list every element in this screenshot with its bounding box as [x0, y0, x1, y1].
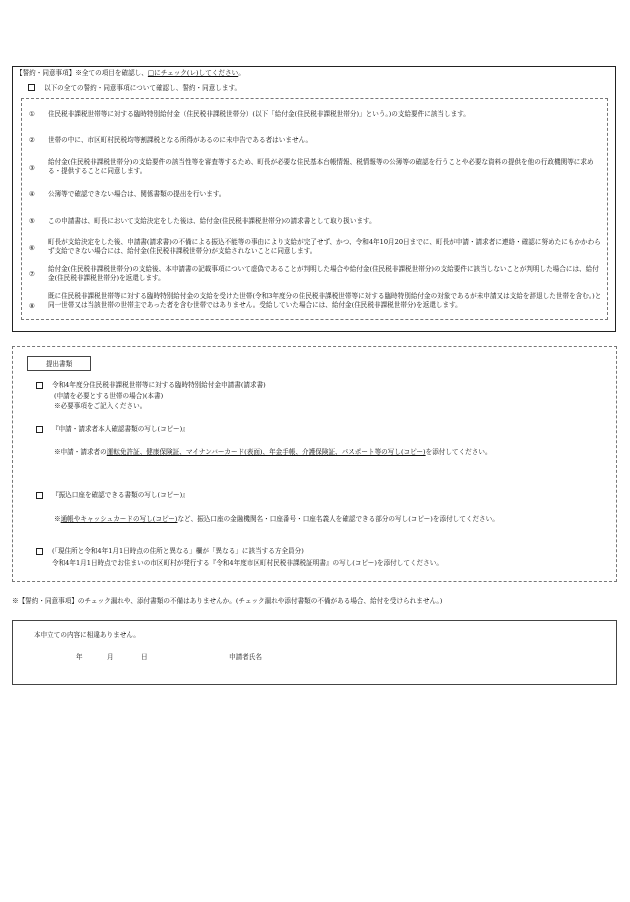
- date-month-label: 月: [107, 653, 114, 661]
- agreement-items-box: [21, 98, 608, 320]
- doc2-title: 『申請・請求者本人確認書類の写し(コピー)』: [52, 425, 189, 433]
- agreement-header-title: 【誓約・同意事項】: [16, 69, 76, 77]
- doc1-title: 令和4年度分住民税非課税世帯等に対する臨時特別給付金申請書(請求書): [52, 381, 266, 389]
- doc4-checkbox[interactable]: [36, 548, 43, 555]
- doc3-checkbox[interactable]: [36, 492, 43, 499]
- doc4-note: 令和4年1月1日時点でお住まいの市区町村が発行する『令和4年度市区町村民税非課税証明書』の写し(コピー)を添付してください。: [52, 559, 443, 567]
- agree-all-checkbox[interactable]: [28, 84, 35, 91]
- footer-note: ※【誓約・同意事項】のチェック漏れや、添付書類の不備はありませんか。(チェック漏れや添付書類の不備がある場合、給付を受けられません。): [12, 597, 443, 605]
- date-day-label: 日: [141, 653, 148, 661]
- applicant-name-label: 申請者氏名: [229, 653, 262, 661]
- doc2-note: ※申請・請求者の運転免許証、健康保険証、マイナンバーカード(表面)、年金手帳、介護保険証、パスポート等の写し(コピー)を添付してください。: [54, 448, 492, 456]
- doc1-checkbox[interactable]: [36, 382, 43, 389]
- doc1-sub2: ※必要事項をご記入ください。: [54, 402, 147, 410]
- signature-box: [12, 620, 617, 685]
- doc3-note: ※通帳やキャッシュカードの写し(コピー)など、振込口座の金融機関名・口座番号・口座名義人を確認できる部分の写し(コピー)を添付してください。: [54, 515, 499, 523]
- doc4-title: (「現住所と令和4年1月1日時点の住所と異なる」欄が「異なる」に該当する方全員分): [52, 547, 304, 555]
- agree-all-label: 以下の全ての誓約・同意事項について確認し、誓約・同意します。: [44, 84, 242, 92]
- date-year-label: 年: [76, 653, 83, 661]
- signature-statement: 本申立ての内容に相違ありません。: [34, 631, 140, 639]
- doc1-sub1: (申請を必要とする世帯の場合)(本書): [54, 392, 164, 400]
- doc3-title: 『振込口座を確認できる書類の写し(コピー)』: [52, 491, 189, 499]
- doc2-checkbox[interactable]: [36, 426, 43, 433]
- agreement-header: 【誓約・同意事項】※全ての項目を確認し、□にチェック(レ)してください。: [16, 69, 245, 77]
- documents-label: 提出書類: [27, 356, 91, 371]
